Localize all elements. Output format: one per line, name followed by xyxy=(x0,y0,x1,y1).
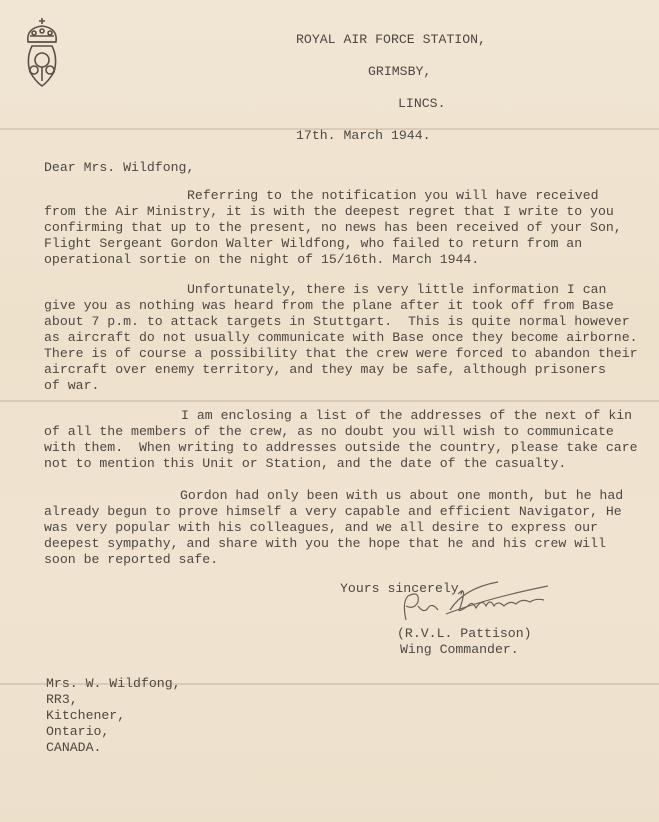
paragraph-line: I am enclosing a list of the addresses of the next of kin xyxy=(181,408,633,423)
paragraph-line: Referring to the notification you will have received xyxy=(187,188,599,203)
letter-date: 17th. March 1944. xyxy=(296,128,431,143)
paragraph-4 xyxy=(44,488,623,568)
signatory-title: Wing Commander. xyxy=(400,642,519,657)
handwritten-signature xyxy=(398,580,548,630)
paragraph-line: operational sortie on the night of 15/16th. March 1944. xyxy=(44,252,480,267)
letterhead-line1: ROYAL AIR FORCE STATION, xyxy=(296,32,486,47)
paragraph-line: already begun to prove himself a very capable and efficient Navigator, He xyxy=(44,504,622,519)
address-line: Mrs. W. Wildfong, xyxy=(46,676,181,691)
address-line: RR3, xyxy=(46,692,78,707)
paragraph-line: deepest sympathy, and share with you the hope that he and his crew will xyxy=(44,536,606,551)
recipient-address xyxy=(46,676,181,756)
paragraph-line: Unfortunately, there is very little information I can xyxy=(187,282,607,297)
paragraph-line: Gordon had only been with us about one month, but he had xyxy=(180,488,624,503)
letterhead-line3: LINCS. xyxy=(398,96,446,111)
closing: Yours sincerely, xyxy=(340,581,467,596)
paragraph-line: with them. When writing to addresses outside the country, please take care xyxy=(44,440,638,455)
address-line: Ontario, xyxy=(46,724,110,739)
paragraph-line: aircraft over enemy territory, and they may be safe, although prisoners xyxy=(44,362,606,377)
paragraph-line: of all the members of the crew, as no doubt you will wish to communicate xyxy=(44,424,614,439)
letterhead-line2: GRIMSBY, xyxy=(368,64,432,79)
paragraph-line: confirming that up to the present, no news has been received of your Son, xyxy=(44,220,622,235)
paragraph-line: was very popular with his colleagues, and we all desire to express our xyxy=(44,520,598,535)
paper-fold xyxy=(0,400,659,402)
paragraph-line: as aircraft do not usually communicate with Base once they become airborne. xyxy=(44,330,638,345)
paragraph-line: soon be reported safe. xyxy=(44,552,219,567)
paragraph-line: Flight Sergeant Gordon Walter Wildfong, who failed to return from an xyxy=(44,236,583,251)
paragraph-line: of war. xyxy=(44,378,100,393)
paragraph-1 xyxy=(44,188,622,268)
royal-crest-icon xyxy=(20,16,64,90)
salutation: Dear Mrs. Wildfong, xyxy=(44,160,195,175)
paragraph-line: from the Air Ministry, it is with the deepest regret that I write to you xyxy=(44,204,614,219)
paragraph-line: There is of course a possibility that the crew were forced to abandon their xyxy=(44,346,638,361)
paragraph-2 xyxy=(44,282,638,394)
paragraph-line: give you as nothing was heard from the plane after it took off from Base xyxy=(44,298,614,313)
signatory-name: (R.V.L. Pattison) xyxy=(397,626,532,641)
address-line: CANADA. xyxy=(46,740,102,755)
paragraph-line: not to mention this Unit or Station, and the date of the casualty. xyxy=(44,456,567,471)
paragraph-3 xyxy=(44,408,638,472)
address-line: Kitchener, xyxy=(46,708,126,723)
paragraph-line: about 7 p.m. to attack targets in Stuttgart. This is quite normal however xyxy=(44,314,630,329)
